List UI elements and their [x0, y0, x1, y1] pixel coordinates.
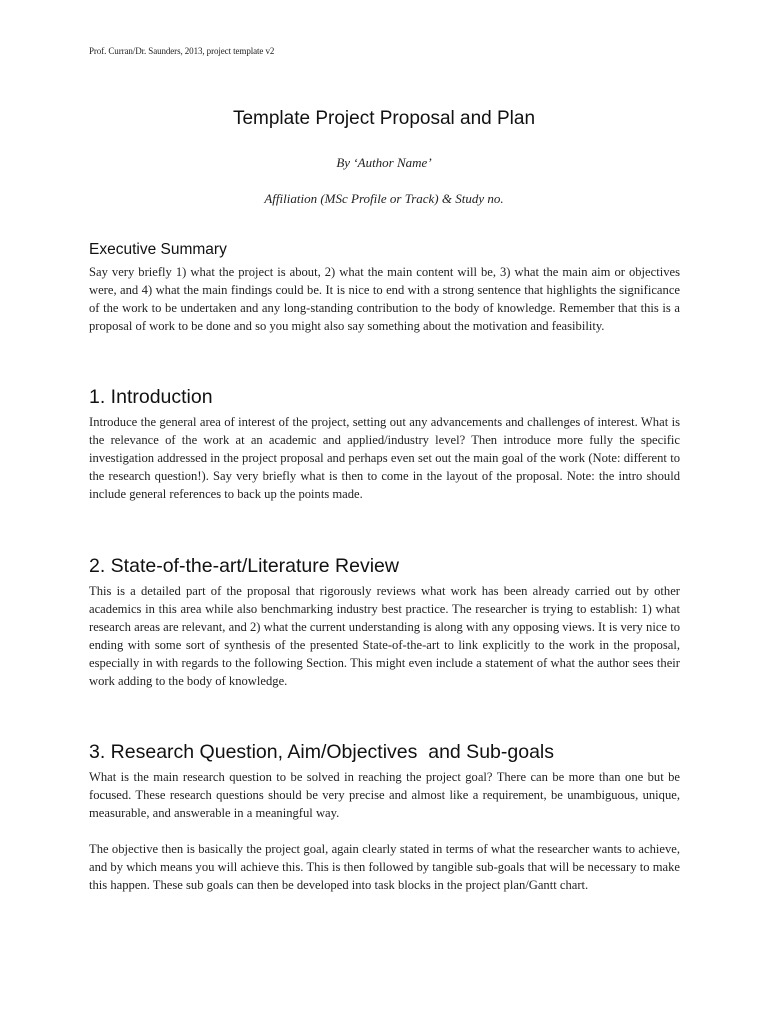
section-executive-summary [89, 240, 680, 335]
section-heading: 2. State-of-the-art/Literature Review [89, 555, 399, 577]
affiliation-line: Affiliation (MSc Profile or Track) & Study no. [264, 191, 504, 206]
section-heading: Executive Summary [89, 241, 227, 258]
header-note: Prof. Curran/Dr. Saunders, 2013, project template v2 [89, 46, 275, 56]
author-line: By ‘Author Name’ [336, 155, 432, 170]
section-paragraph: Say very briefly 1) what the project is about, 2) what the main content will be, 3) what the main aim or objectives were, and 4) what the main findings could be. It is nice to end with a strong sentence that highlights the significance of the work to be undertaken and any long-standing contribution to the body of knowledge. Remember that this is a proposal of work to be done and so you might also say something about the motivation and feasibility. [89, 265, 680, 333]
section-heading: 3. Research Question, Aim/Objectives and Sub-goals [89, 741, 554, 763]
section-introduction [89, 384, 680, 503]
section-paragraph: This is a detailed part of the proposal that rigorously reviews what work has been already carried out by other academics in this area while also benchmarking industry best practice. The researcher is trying to establish: 1) what research areas are relevant, and 2) what the current understanding is along with any opposing views. It is very nice to ending with some sort of synthesis of the presented State-of-the-art to link explicitly to the work in the proposal, especially in with regards to the following Section. This might even include a statement of what the author sees their work adding to the body of knowledge. [89, 584, 680, 688]
section-heading: 1. Introduction [89, 386, 213, 408]
section-paragraph: Introduce the general area of interest of the project, setting out any advancements and challenges of interest. What is the relevance of the work at an academic and applied/industry level? Then introduce more fully the specific investigation addressed in the project proposal and perhaps even set out the main goal of the work (Note: different to the research question!). Say very briefly what is then to come in the layout of the proposal. Note: the intro should include general references to back up the points made. [89, 415, 680, 501]
section-literature-review [89, 553, 680, 690]
section-paragraph: What is the main research question to be solved in reaching the project goal? There can be more than one but be focused. These research questions should be very precise and almost like a requirement, be unambiguous, unique, measurable, and answerable in a meaningful way. [89, 770, 680, 820]
section-research-question [89, 739, 680, 894]
document-title: Template Project Proposal and Plan [232, 108, 536, 129]
section-paragraph: The objective then is basically the project goal, again clearly stated in terms of what the researcher wants to achieve, and by which means you will achieve this. This is then followed by tangible sub-goals that will be necessary to make this happen. These sub goals can then be developed into task blocks in the project plan/Gantt chart. [89, 842, 680, 892]
